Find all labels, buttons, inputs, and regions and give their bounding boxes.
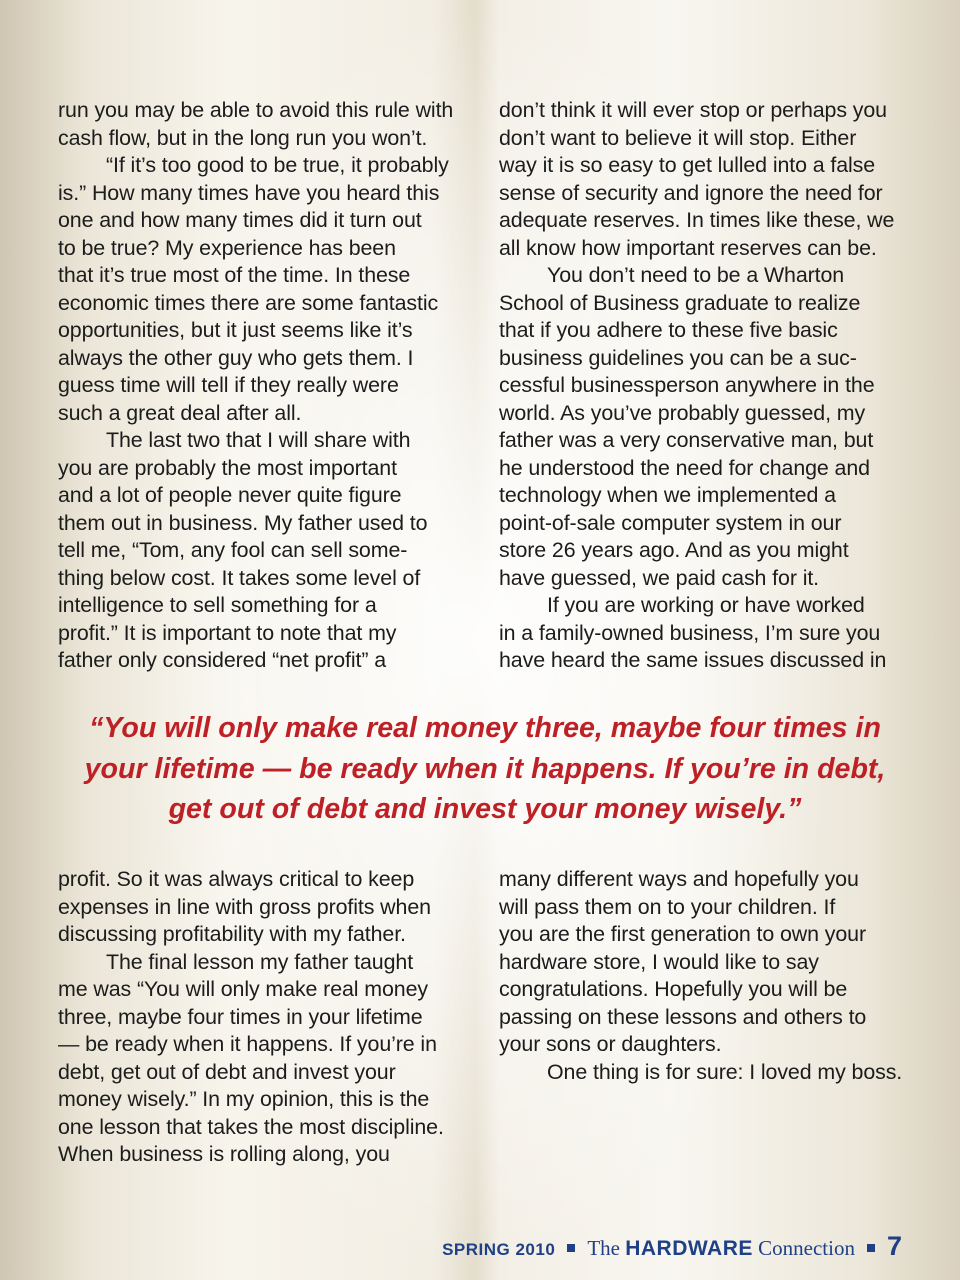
text-line: intelligence to sell something for a <box>58 593 377 617</box>
text-line: profit. So it was always critical to keep <box>58 867 415 891</box>
text-line: world. As you’ve probably guessed, my <box>499 400 866 425</box>
text-line: business guidelines you can be a suc- <box>499 345 857 370</box>
text-line: discussing profitability with my father. <box>58 922 406 946</box>
text-line: he understood the need for change and <box>499 455 870 480</box>
column-bottom-right <box>499 866 919 1086</box>
text-line: hardware store, I would like to say <box>499 949 819 974</box>
text-line: that it’s true most of the time. In these <box>58 263 411 287</box>
text-line: thing below cost. It takes some level of <box>58 565 421 590</box>
text-line: father was a very conservative man, but <box>499 428 874 452</box>
page-footer <box>442 1231 902 1262</box>
magazine-title-prefix: The <box>587 1236 620 1260</box>
text-line: don’t want to believe it will stop. Either <box>499 125 857 150</box>
text-line: all know how important reserves can be. <box>499 235 877 260</box>
text-line: have heard the same issues discussed in <box>499 648 887 672</box>
text-line: adequate reserves. In times like these, we <box>499 208 895 232</box>
text-line: opportunities, but it just seems like it’s <box>58 318 413 342</box>
text-line: you are probably the most important <box>58 455 397 480</box>
text-line: way it is so easy to get lulled into a false <box>499 153 876 177</box>
magazine-title-suffix: Connection <box>758 1236 855 1260</box>
text-line: run you may be able to avoid this rule with <box>58 98 454 122</box>
column-bottom-left <box>58 866 468 1169</box>
text-line: will pass them on to your children. If <box>499 894 836 919</box>
text-line: You don’t need to be a Wharton <box>547 263 845 287</box>
column-top-right <box>499 97 919 675</box>
text-line: congratulations. Hopefully you will be <box>499 977 848 1001</box>
text-line: profit.” It is important to note that my <box>58 620 397 645</box>
magazine-title-bold: HARDWARE <box>625 1237 753 1260</box>
text-line: passing on these lessons and others to <box>499 1004 867 1029</box>
text-line: One thing is for sure: I loved my boss. <box>547 1059 903 1084</box>
pull-quote-line: your lifetime — be ready when it happens. If you’re in debt, <box>84 752 886 785</box>
pull-quote-line: “You will only make real money three, maybe four times in <box>89 712 881 744</box>
text-line: three, maybe four times in your lifetime <box>58 1004 423 1029</box>
page-number: 7 <box>886 1231 902 1261</box>
text-line: and a lot of people never quite figure <box>58 483 402 507</box>
text-line: your sons or daughters. <box>499 1032 722 1056</box>
text-line: cash flow, but in the long run you won’t. <box>58 125 428 150</box>
text-line: is.” How many times have you heard this <box>58 180 440 205</box>
text-line: to be true? My experience has been <box>58 235 396 260</box>
column-top-left <box>58 97 468 675</box>
text-line: money wisely.” In my opinion, this is the <box>58 1087 430 1111</box>
text-line: one lesson that takes the most discipline. <box>58 1114 444 1139</box>
text-line: that if you adhere to these five basic <box>499 318 838 342</box>
text-line: one and how many times did it turn out <box>58 208 422 232</box>
text-line: The last two that I will share with <box>106 428 411 452</box>
text-line: cessful businessperson anywhere in the <box>499 373 875 397</box>
text-line: When business is rolling along, you <box>58 1142 390 1166</box>
text-line: If you are working or have worked <box>547 593 865 617</box>
text-line: School of Business graduate to realize <box>499 290 861 315</box>
text-line: debt, get out of debt and invest your <box>58 1059 396 1084</box>
text-line: in a family-owned business, I’m sure you <box>499 620 881 645</box>
text-line: you are the first generation to own your <box>499 922 866 946</box>
text-line: — be ready when it happens. If you’re in <box>58 1032 437 1056</box>
text-line: guess time will tell if they really were <box>58 373 399 397</box>
text-line: don’t think it will ever stop or perhaps you <box>499 98 887 122</box>
text-line: me was “You will only make real money <box>58 977 428 1001</box>
pull-quote-line: get out of debt and invest your money wisely.” <box>168 793 802 825</box>
text-line: “If it’s too good to be true, it probably <box>106 153 449 177</box>
text-line: store 26 years ago. And as you might <box>499 538 849 562</box>
text-line: many different ways and hopefully you <box>499 867 859 891</box>
text-line: sense of security and ignore the need for <box>499 180 883 205</box>
magazine-title <box>587 1236 855 1261</box>
text-line: always the other guy who gets them. I <box>58 345 414 370</box>
text-line: them out in business. My father used to <box>58 510 428 535</box>
text-line: economic times there are some fantastic <box>58 290 439 315</box>
text-line: tell me, “Tom, any fool can sell some- <box>58 538 408 562</box>
text-line: technology when we implemented a <box>499 483 836 507</box>
text-line: expenses in line with gross profits when <box>58 894 431 919</box>
issue-season: SPRING 2010 <box>442 1240 556 1259</box>
square-separator-icon <box>567 1244 575 1252</box>
text-line: such a great deal after all. <box>58 400 302 425</box>
pull-quote <box>40 708 930 830</box>
text-line: point-of-sale computer system in our <box>499 510 842 535</box>
square-separator-icon <box>867 1244 875 1252</box>
text-line: The final lesson my father taught <box>106 949 414 974</box>
text-line: father only considered “net profit” a <box>58 648 387 672</box>
text-line: have guessed, we paid cash for it. <box>499 565 820 590</box>
